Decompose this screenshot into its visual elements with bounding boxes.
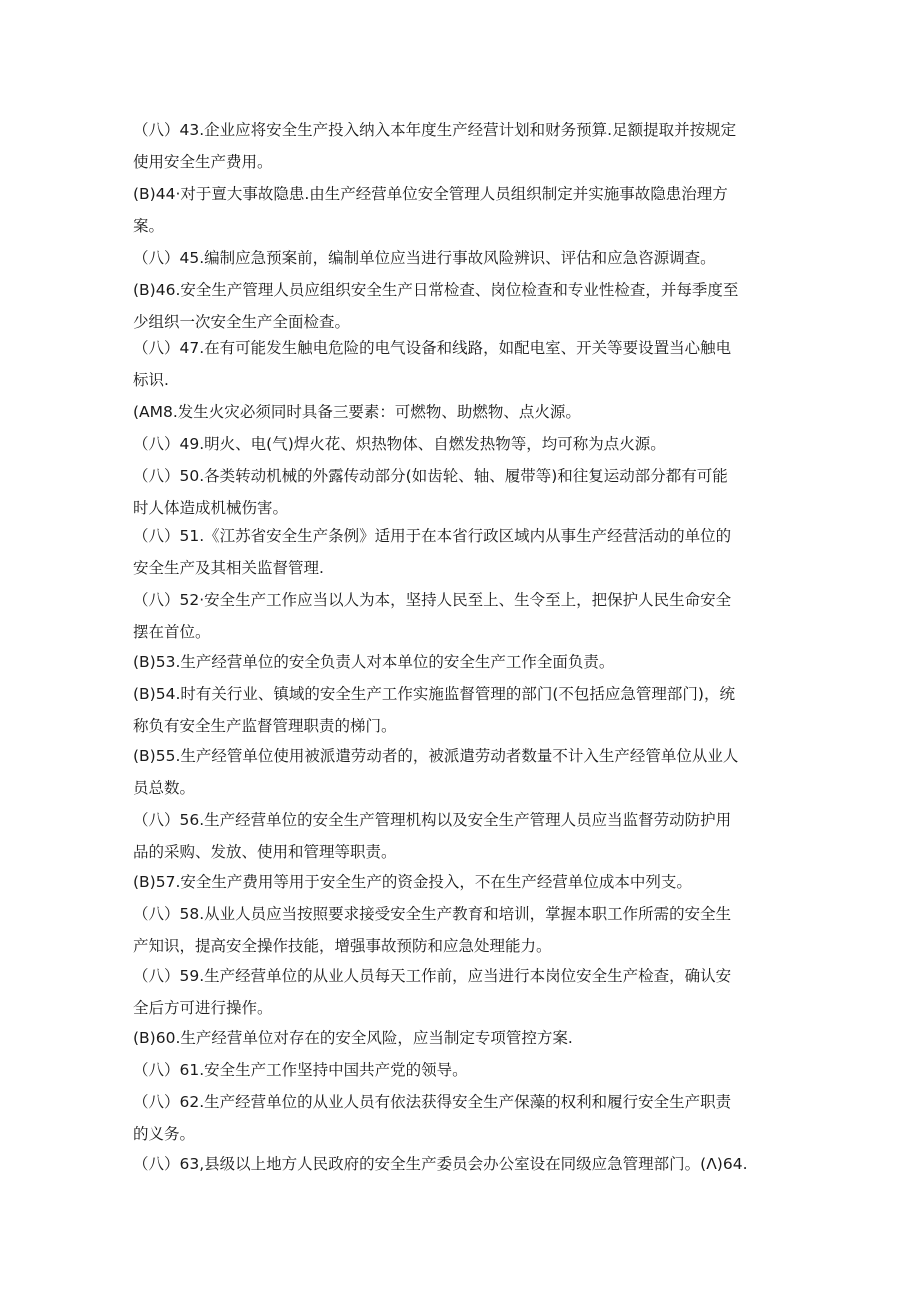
question-line: (B)44·对于亶大事故隐患.由生产经营单位安全管理人员组织制定并实施事故隐患治理方 xyxy=(133,185,728,203)
question-line: （八）47.在有可能发生触电危险的电气设备和线路，如配电室、开关等要设置当心触电 xyxy=(133,339,732,357)
question-54 xyxy=(133,678,793,742)
question-line: (B)53.生产经营单位的安全负责人对本单位的安全生产工作全面负责。 xyxy=(133,653,615,671)
question-56 xyxy=(133,804,793,868)
question-45 xyxy=(133,242,793,274)
question-47 xyxy=(133,332,793,396)
question-line: (B)54.时有关行业、镇域的安全生产工作实施监督管理的部门(不包括应急管理部门)，统 xyxy=(133,685,735,703)
question-line: （八）62.生产经营单位的从业人员有依法获得安全生产保藻的权利和履行安全生产职责 xyxy=(133,1093,732,1111)
question-58 xyxy=(133,898,793,962)
question-line: 全后方可进行操作。 xyxy=(133,999,273,1017)
question-line: (AM8.发生火灾必须同时具备三要素：可燃物、助燃物、点火源。 xyxy=(133,403,581,421)
question-43 xyxy=(133,114,793,178)
question-line: （八）49.明火、电(气)焊火花、炽热物体、自燃发热物等，均可称为点火源。 xyxy=(133,435,666,453)
question-55 xyxy=(133,740,793,804)
question-line: （八）50.各类转动机械的外露传动部分(如齿轮、轴、履带等)和往复运动部分都有可能 xyxy=(133,467,728,485)
question-line: 品的采购、发放、使用和管理等职责。 xyxy=(133,843,397,861)
question-line: 时人体造成机械伤害。 xyxy=(133,499,289,517)
question-line: （八）58.从业人员应当按照要求接受安全生产教育和培训，掌握本职工作所需的安全生 xyxy=(133,905,732,923)
question-line: （八）45.编制应急预案前，编制单位应当进行事故风险辨识、评估和应急咨源调查。 xyxy=(133,249,716,267)
question-line: 少组织一次安全生产全面检查。 xyxy=(133,313,351,331)
question-line: （八）51.《江苏省安全生产条例》适用于在本省行政区域内从事生产经营活动的单位的 xyxy=(133,527,732,545)
question-line: 安全生产及其相关监督管理. xyxy=(133,559,324,577)
question-63 xyxy=(133,1148,793,1180)
question-line: 使用安全生产费用。 xyxy=(133,153,273,171)
question-line: （八）59.生产经营单位的从业人员每天工作前，应当进行本岗位安全生产检查，确认安 xyxy=(133,967,732,985)
question-line: (B)46.安全生产管理人员应组织安全生产日常检查、岗位检查和专业性检查，并每季度至 xyxy=(133,281,739,299)
question-49 xyxy=(133,428,793,460)
question-line: 称负有安全生产监督管理职责的梯门。 xyxy=(133,717,397,735)
question-62 xyxy=(133,1086,793,1150)
question-59 xyxy=(133,960,793,1024)
question-line: (B)60.生产经营单位对存在的安全风险，应当制定专项管控方案. xyxy=(133,1029,573,1047)
question-line: （八）56.生产经营单位的安全生产管理机构以及安全生产管理人员应当监督劳动防护用 xyxy=(133,811,732,829)
question-44 xyxy=(133,178,793,242)
question-line: 摆在首位。 xyxy=(133,623,211,641)
question-line: (B)55.生产经管单位使用被派遣劳动者的，被派遣劳动者数量不计入生产经管单位从业人 xyxy=(133,747,739,765)
question-line: 的义务。 xyxy=(133,1125,196,1143)
question-line: 案。 xyxy=(133,217,165,235)
question-line: 员总数。 xyxy=(133,779,196,797)
question-line: 产知识，提高安全操作技能，增强事故预防和应急处理能力。 xyxy=(133,937,552,955)
question-48 xyxy=(133,396,793,428)
question-51 xyxy=(133,520,793,584)
question-line: 标识. xyxy=(133,371,169,389)
question-52 xyxy=(133,584,793,648)
question-61 xyxy=(133,1054,793,1086)
question-line: （八）61.安全生产工作坚持中国共产党的领导。 xyxy=(133,1061,468,1079)
question-line: （八）43.企业应将安全生产投入纳入本年度生产经营计划和财务预算.足额提取并按规定 xyxy=(133,121,737,139)
question-line: （八）52·安全生产工作应当以人为本，坚持人民至上、生令至上，把保护人民生命安全 xyxy=(133,591,732,609)
question-line: （八）63,县级以上地方人民政府的安全生产委员会办公室设在同级应急管理部门。(Λ)64. xyxy=(133,1155,748,1173)
question-line: (B)57.安全生产费用等用于安全生产的资金投入，不在生产经营单位成本中列支。 xyxy=(133,873,692,891)
question-53 xyxy=(133,646,793,678)
question-60 xyxy=(133,1022,793,1054)
question-50 xyxy=(133,460,793,524)
question-46 xyxy=(133,274,793,338)
question-57 xyxy=(133,866,793,898)
